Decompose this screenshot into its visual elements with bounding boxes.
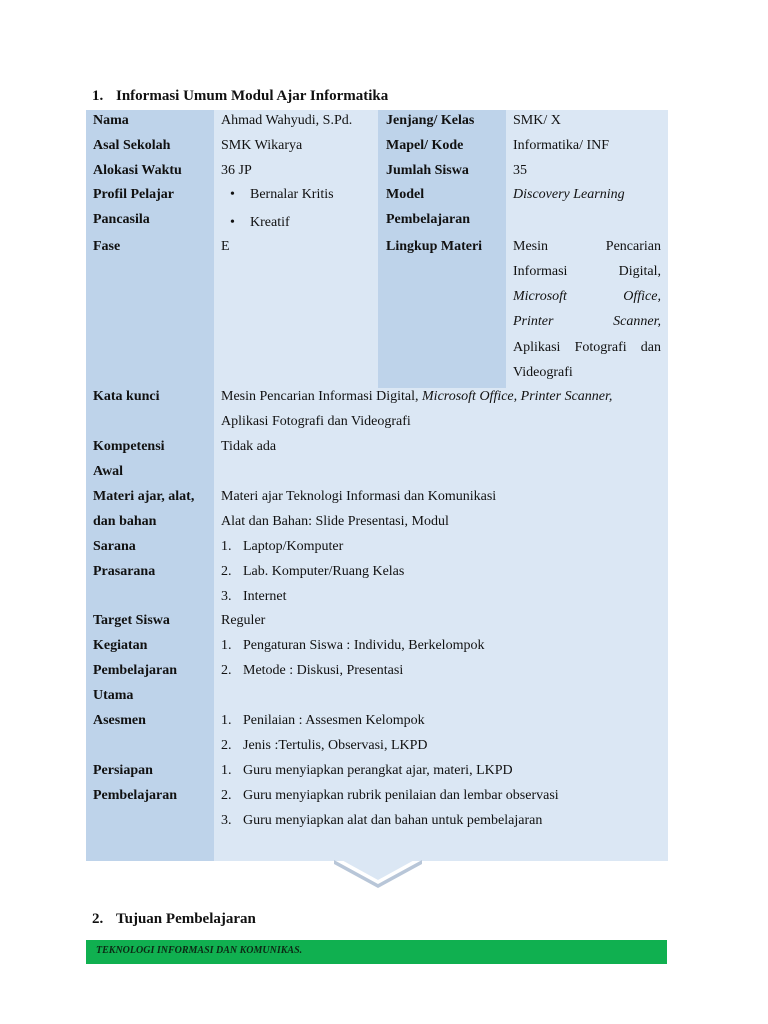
value-kata-kunci-line1: Mesin Pencarian Informasi Digital, Microsoft Office, Printer Scanner, [221,389,613,404]
label-persiapan: Persiapan [93,763,153,778]
section-2-title [92,911,256,928]
lingkup-line: Informasi Digital, [513,264,661,279]
footer-text: TEKNOLOGI INFORMASI DAN KOMUNIKAS. [96,945,303,956]
label-dan-bahan: dan bahan [93,514,157,529]
label-jumlah-siswa: Jumlah Siswa [386,163,469,178]
label-pembelajaran-kegiatan: Pembelajaran [93,663,177,678]
label-jenjang-kelas: Jenjang/ Kelas [386,113,475,128]
asesmen-item: 2. Jenis :Tertulis, Observasi, LKPD [221,738,428,753]
asesmen-item: 1. Penilaian : Assesmen Kelompok [221,713,425,728]
label-kompetensi: Kompetensi [93,439,165,454]
label-kegiatan: Kegiatan [93,638,148,653]
label-kata-kunci: Kata kunci [93,389,160,404]
label-fase: Fase [93,239,121,254]
lingkup-line: Microsoft Office, [513,289,661,304]
label-asal-sekolah: Asal Sekolah [93,138,171,153]
section-1-number: 1. [92,88,104,104]
label-profil-pelajar: Profil Pelajar [93,187,174,202]
value-fase: E [221,239,230,254]
value-alat-bahan: Alat dan Bahan: Slide Presentasi, Modul [221,514,449,529]
value-jumlah-siswa: 35 [513,163,527,178]
footer-bar [86,940,667,964]
value-target-siswa: Reguler [221,613,266,628]
bullet-icon: • [230,215,235,230]
persiapan-item: 3. Guru menyiapkan alat dan bahan untuk pembelajaran [221,813,543,828]
lingkup-line: Videografi [513,365,573,380]
sarana-item: 1. Laptop/Komputer [221,539,344,554]
section-1-title [92,88,388,105]
value-nama: Ahmad Wahyudi, S.Pd. [221,113,353,128]
label-alokasi-waktu: Alokasi Waktu [93,163,182,178]
profil-item: • Kreatif [226,210,290,235]
lingkup-line: Mesin Pencarian [513,239,661,254]
label-model: Model [386,187,425,202]
label-pembelajaran-persiapan: Pembelajaran [93,788,177,803]
value-materi-ajar: Materi ajar Teknologi Informasi dan Komunikasi [221,489,497,504]
label-pancasila: Pancasila [93,212,150,227]
profil-item: • Bernalar Kritis [226,182,334,207]
label-pembelajaran: Pembelajaran [386,212,470,227]
kegiatan-item: 2. Metode : Diskusi, Presentasi [221,663,404,678]
label-awal: Awal [93,464,124,479]
section-2-number: 2. [92,911,104,927]
value-kompetensi-awal: Tidak ada [221,439,277,454]
label-lingkup-materi: Lingkup Materi [386,239,483,254]
section-1-title-text: Informasi Umum Modul Ajar Informatika [116,88,389,104]
value-model-pembelajaran: Discovery Learning [513,187,625,202]
label-prasarana: Prasarana [93,564,156,579]
label-utama: Utama [93,688,134,703]
lingkup-line: Printer Scanner, [513,314,661,329]
section-2-title-text: Tujuan Pembelajaran [116,911,256,927]
label-asesmen: Asesmen [93,713,146,728]
sarana-item: 3. Internet [221,589,287,604]
lingkup-line: Aplikasi Fotografi dan [513,340,661,355]
persiapan-item: 2. Guru menyiapkan rubrik penilaian dan lembar observasi [221,788,559,803]
value-kata-kunci-line2: Aplikasi Fotografi dan Videografi [221,414,411,429]
label-materi-ajar: Materi ajar, alat, [93,489,195,504]
label-sarana: Sarana [93,539,136,554]
value-asal-sekolah: SMK Wikarya [221,138,303,153]
chevron-down-icon [330,858,426,890]
value-mapel-kode: Informatika/ INF [513,138,610,153]
value-alokasi-waktu: 36 JP [221,163,252,178]
kegiatan-item: 1. Pengaturan Siswa : Individu, Berkelompok [221,638,485,653]
value-jenjang-kelas: SMK/ X [513,113,561,128]
label-mapel-kode: Mapel/ Kode [386,138,464,153]
sarana-item: 2. Lab. Komputer/Ruang Kelas [221,564,405,579]
bullet-icon: • [230,187,235,202]
label-nama: Nama [93,113,129,128]
persiapan-item: 1. Guru menyiapkan perangkat ajar, materi, LKPD [221,763,513,778]
label-target-siswa: Target Siswa [93,613,170,628]
